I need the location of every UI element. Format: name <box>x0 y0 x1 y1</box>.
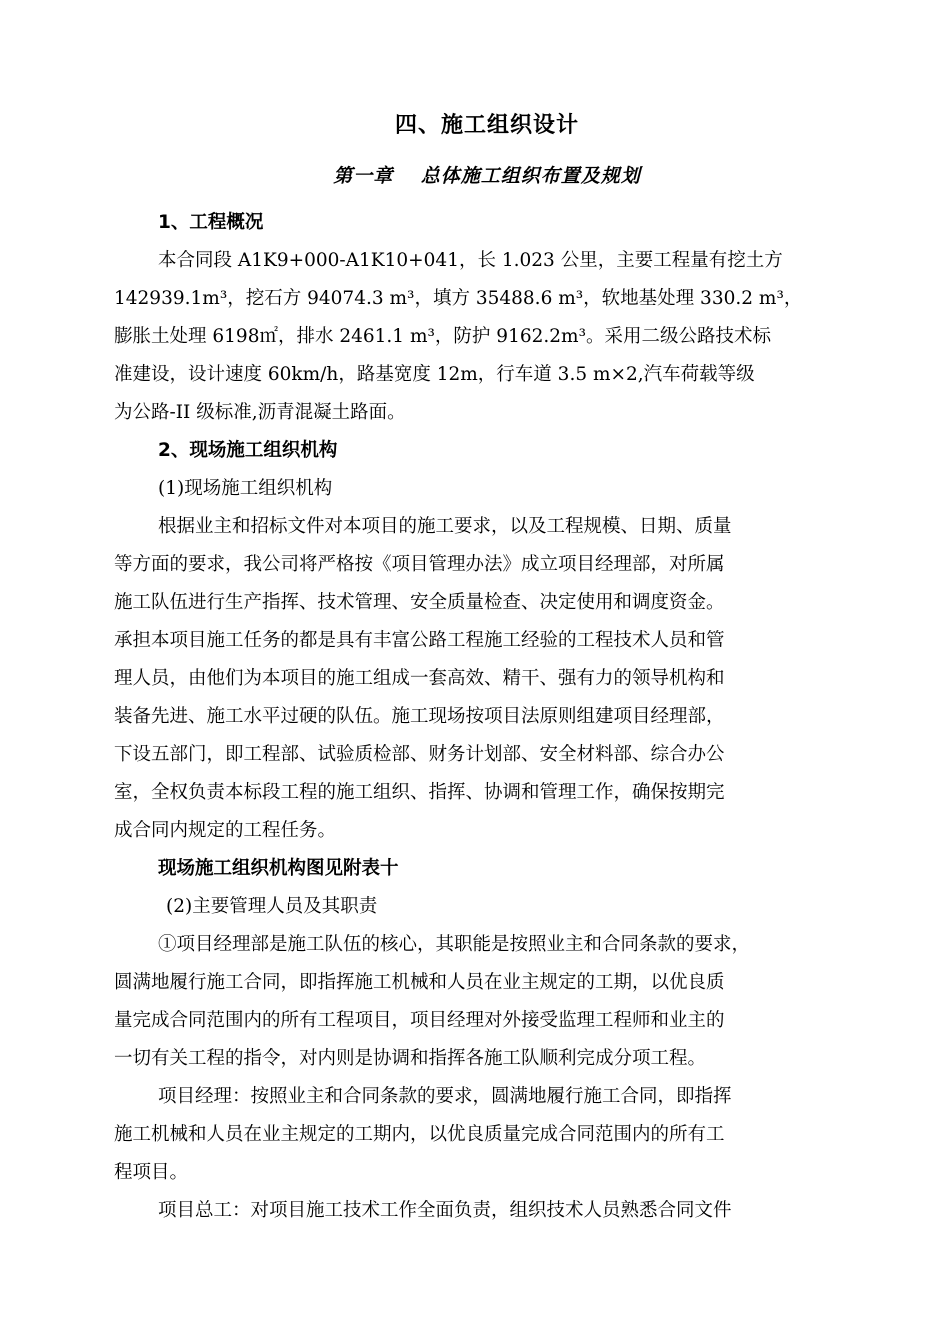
document-body <box>114 108 860 1230</box>
subheading-key-personnel: (2)主要管理人员及其职责 <box>166 896 378 917</box>
text-line: 量完成合同范围内的所有工程项目，项目经理对外接受监理工程师和业主的 <box>114 1010 725 1031</box>
text-line: 一切有关工程的指令，对内则是协调和指挥各施工队顺利完成分项工程。 <box>114 1048 707 1069</box>
org-chart-reference: 现场施工组织机构图见附表十 <box>158 858 399 879</box>
text-line: 室，全权负责本标段工程的施工组织、指挥、协调和管理工作，确保按期完 <box>114 782 725 803</box>
text-line: 装备先进、施工水平过硬的队伍。施工现场按项目法原则组建项目经理部， <box>114 706 725 727</box>
text-line: 准建设，设计速度 60km/h，路基宽度 12m，行车道 3.5 m×2,汽车荷载等级 <box>114 364 755 385</box>
text-line: 承担本项目施工任务的都是具有丰富公路工程施工经验的工程技术人员和管 <box>114 630 725 651</box>
text-line: 程项目。 <box>114 1162 189 1183</box>
text-line: 膨胀土处理 6198㎡，排水 2461.1 m³，防护 9162.2m³。采用二级公路技术标 <box>114 326 771 347</box>
text-line: 项目经理：按照业主和合同条款的要求，圆满地履行施工合同，即指挥 <box>158 1086 732 1107</box>
text-line: 下设五部门，即工程部、试验质检部、财务计划部、安全材料部、综合办公 <box>114 744 725 765</box>
text-line: 为公路-II 级标准,沥青混凝土路面。 <box>114 402 406 423</box>
text-line: 等方面的要求，我公司将严格按《项目管理办法》成立项目经理部，对所属 <box>114 554 725 575</box>
document-title: 四、施工组织设计 <box>394 113 579 138</box>
text-line: 本合同段 A1K9+000-A1K10+041，长 1.023 公里，主要工程量有挖土方 <box>158 250 783 271</box>
text-line: 圆满地履行施工合同，即指挥施工机械和人员在业主规定的工期，以优良质 <box>114 972 725 993</box>
text-line: 理人员，由他们为本项目的施工组成一套高效、精干、强有力的领导机构和 <box>114 668 725 689</box>
subheading-site-organization: (1)现场施工组织机构 <box>158 478 333 499</box>
text-line: 142939.1m³，挖石方 94074.3 m³，填方 35488.6 m³，软地基处理 330.2 m³， <box>114 288 803 309</box>
paragraph-project-manager <box>114 1078 860 1192</box>
text-line: 施工机械和人员在业主规定的工期内，以优良质量完成合同范围内的所有工 <box>114 1124 725 1145</box>
text-line: 项目总工：对项目施工技术工作全面负责，组织技术人员熟悉合同文件 <box>158 1200 732 1221</box>
paragraph-project-department <box>114 926 860 1078</box>
paragraph-project-overview <box>114 242 860 432</box>
paragraph-chief-engineer <box>114 1192 860 1230</box>
chapter-title: 第一章 总体施工组织布置及规划 <box>333 165 641 187</box>
section-heading-project-overview: 1、工程概况 <box>158 212 264 233</box>
text-line: ①项目经理部是施工队伍的核心，其职能是按照业主和合同条款的要求， <box>158 934 751 955</box>
text-line: 成合同内规定的工程任务。 <box>114 820 337 841</box>
text-line: 根据业主和招标文件对本项目的施工要求，以及工程规模、日期、质量 <box>158 516 732 537</box>
paragraph-organization-description <box>114 508 860 850</box>
section-heading-site-organization: 2、现场施工组织机构 <box>158 440 338 461</box>
text-line: 施工队伍进行生产指挥、技术管理、安全质量检查、决定使用和调度资金。 <box>114 592 725 613</box>
